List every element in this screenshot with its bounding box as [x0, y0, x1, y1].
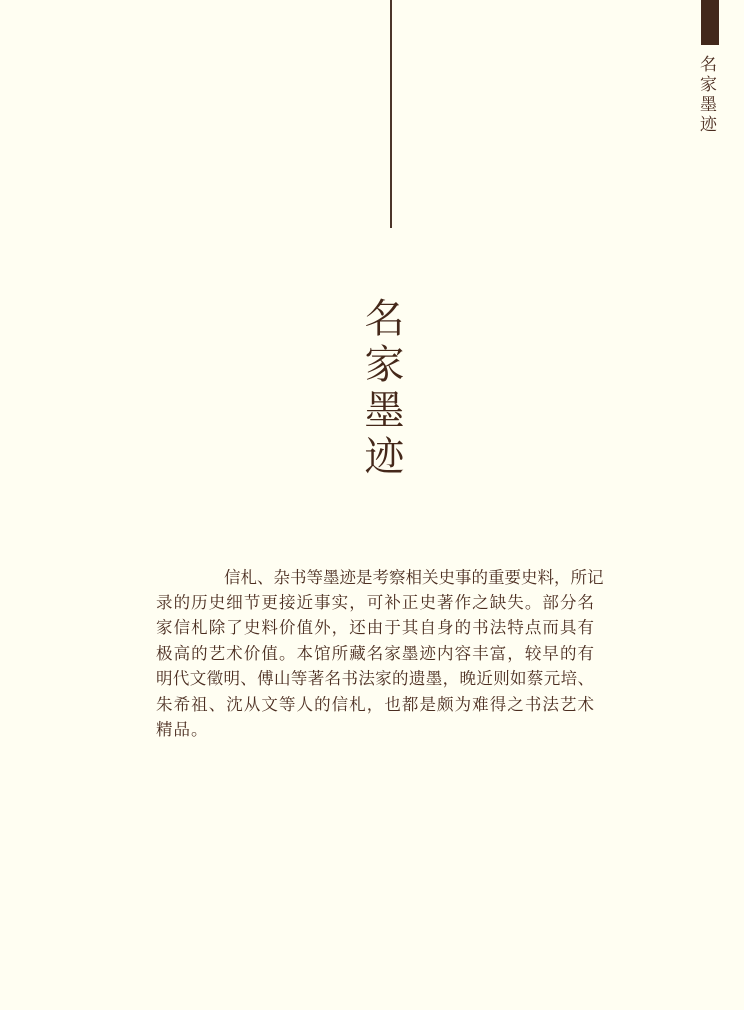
paragraph-line: 信 札 、 杂 书 等 墨 迹 是 考 察 相 关 史 事 的 重 要 史 料 ， 所 记 — [224, 567, 604, 587]
paragraph-line: 明 代 文 徵 明 、 傅 山 等 著 名 书 法 家 的 遗 墨 ， 晚 近 则 如 蔡 元 培 、 — [156, 669, 594, 689]
paragraph-line: 精 品 。 — [156, 720, 209, 740]
margin-tab-bar — [701, 0, 719, 45]
vertical-divider-line — [390, 0, 392, 228]
paragraph-line: 录 的 历 史 细 节 更 接 近 事 实 ， 可 补 正 史 著 作 之 缺 失 。 部 分 名 — [156, 593, 594, 613]
paragraph-line: 家 信 札 除 了 史 料 价 值 外 ， 还 由 于 其 自 身 的 书 法 特 点 而 具 有 — [156, 618, 594, 638]
paragraph-line: 极 高 的 艺 术 价 值 。 本 馆 所 藏 名 家 墨 迹 内 容 丰 富 ， 较 早 的 有 — [156, 643, 594, 663]
intro-paragraph — [156, 563, 604, 741]
chapter-title: 名家墨迹 — [359, 297, 404, 481]
paragraph-line: 朱 希 祖 、 沈 从 文 等 人 的 信 札 ， 也 都 是 颇 为 难 得 之 书 法 艺 术 — [156, 694, 594, 714]
margin-chapter-title: 名家墨迹 — [697, 55, 716, 135]
